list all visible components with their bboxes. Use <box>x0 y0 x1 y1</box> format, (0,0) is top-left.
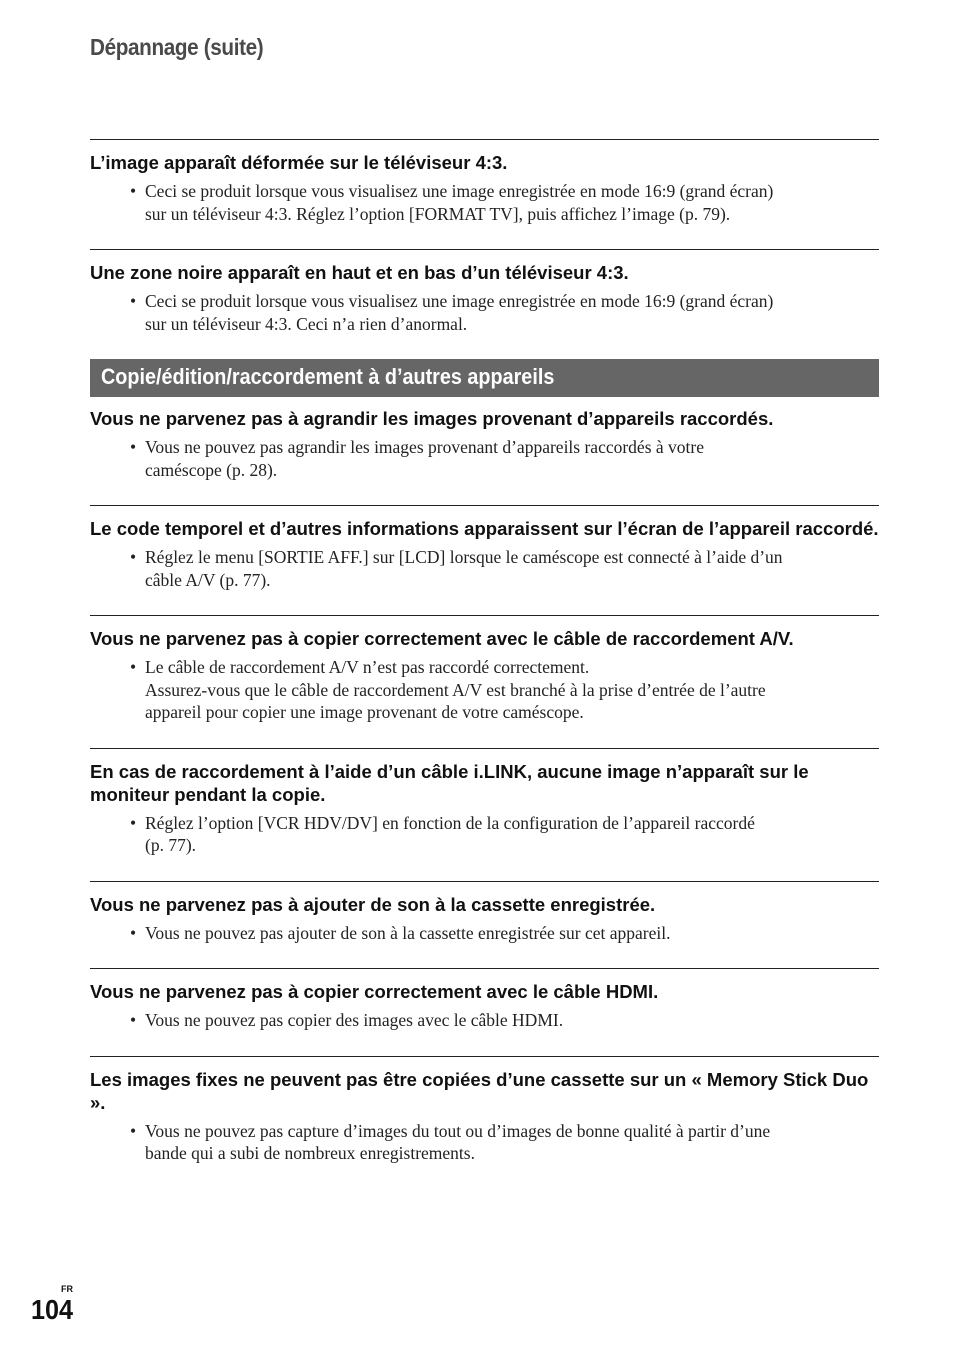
page-header-title: Dépannage (suite) <box>90 34 264 60</box>
troubleshooting-content <box>90 139 879 1165</box>
faq-answer-item <box>90 1120 879 1165</box>
faq-entry <box>90 1056 879 1165</box>
entry-divider <box>90 249 879 250</box>
faq-answer-list <box>90 1120 879 1165</box>
faq-answer-list <box>90 922 879 945</box>
faq-answer-list <box>90 290 879 335</box>
faq-answer-line: • Vous ne pouvez pas copier des images avec le câble HDMI. <box>145 1010 564 1030</box>
faq-answer-line: bande qui a subi de nombreux enregistrements. <box>145 1143 475 1163</box>
faq-answer-line: • Ceci se produit lorsque vous visualisez une image enregistrée en mode 16:9 (grand écran) <box>145 181 774 201</box>
faq-question: Les images fixes ne peuvent pas être copiées d’une cassette sur un « Memory Stick Duo ». <box>90 1068 869 1113</box>
faq-answer-line: caméscope (p. 28). <box>145 459 278 480</box>
faq-answer-line: • Réglez l’option [VCR HDV/DV] en fonction de la configuration de l’appareil raccordé <box>145 812 755 833</box>
faq-answer-item <box>90 546 879 591</box>
entry-divider <box>90 139 879 140</box>
section-heading-band <box>90 359 879 397</box>
faq-entry <box>90 881 879 969</box>
faq-entry <box>90 748 879 881</box>
entries-after-section <box>90 407 879 1165</box>
faq-answer-line: • Réglez le menu [SORTIE AFF.] sur [LCD] lorsque le caméscope est connecté à l’aide d’un <box>145 547 783 567</box>
faq-answer-list <box>90 812 879 857</box>
entries-before-section <box>90 139 879 335</box>
faq-answer-item <box>90 656 879 724</box>
entry-divider <box>90 968 879 969</box>
faq-question: Une zone noire apparaît en haut et en bas d’un téléviseur 4:3. <box>90 262 629 283</box>
page-number: 104 <box>31 1294 74 1325</box>
faq-question: Le code temporel et d’autres informations apparaissent sur l’écran de l’appareil raccordé. <box>90 518 879 539</box>
faq-answer-line: appareil pour copier une image provenant de votre caméscope. <box>145 702 584 722</box>
entry-divider <box>90 881 879 882</box>
faq-question: Vous ne parvenez pas à agrandir les images provenant d’appareils raccordés. <box>90 408 774 429</box>
entry-divider <box>90 615 879 616</box>
faq-answer-line: • Le câble de raccordement A/V n’est pas raccordé correctement. <box>145 657 590 677</box>
entry-divider <box>90 748 879 749</box>
faq-answer-line: sur un téléviseur 4:3. Réglez l’option [FORMAT TV], puis affichez l’image (p. 79). <box>145 203 731 224</box>
faq-entry <box>90 407 879 505</box>
faq-answer-item <box>90 812 879 857</box>
faq-answer-list <box>90 436 879 481</box>
faq-question: Vous ne parvenez pas à copier correctement avec le câble de raccordement A/V. <box>90 628 794 649</box>
faq-answer-line: câble A/V (p. 77). <box>145 569 271 590</box>
faq-question: L’image apparaît déformée sur le téléviseur 4:3. <box>90 152 508 173</box>
entry-divider <box>90 1056 879 1057</box>
faq-question: Vous ne parvenez pas à ajouter de son à la cassette enregistrée. <box>90 893 656 915</box>
faq-answer-line: sur un téléviseur 4:3. Ceci n’a rien d’anormal. <box>145 313 468 334</box>
faq-answer-item <box>90 436 879 481</box>
faq-answer-line: • Vous ne pouvez pas capture d’images du tout ou d’images de bonne qualité à partir d’une <box>145 1120 771 1141</box>
faq-entry <box>90 615 879 748</box>
language-tag: FR <box>61 1284 73 1294</box>
faq-answer-item <box>90 922 879 945</box>
faq-entry <box>90 505 879 615</box>
faq-answer-list <box>90 1009 879 1032</box>
faq-entry <box>90 968 879 1056</box>
faq-answer-line: (p. 77). <box>145 835 197 855</box>
faq-answer-line: • Vous ne pouvez pas ajouter de son à la cassette enregistrée sur cet appareil. <box>145 922 671 943</box>
faq-answer-list <box>90 656 879 724</box>
faq-answer-list <box>90 546 879 591</box>
faq-answer-line: • Ceci se produit lorsque vous visualisez une image enregistrée en mode 16:9 (grand écran) <box>145 291 774 311</box>
faq-answer-list <box>90 180 879 225</box>
section-heading-title: Copie/édition/raccordement à d’autres appareils <box>101 364 555 389</box>
faq-question: En cas de raccordement à l’aide d’un câble i.LINK, aucune image n’apparaît sur le moniteur pendant la copie. <box>90 760 809 805</box>
faq-answer-line: • Vous ne pouvez pas agrandir les images provenant d’appareils raccordés à votre <box>145 437 704 457</box>
faq-answer-item <box>90 1009 879 1032</box>
faq-answer-item <box>90 180 879 225</box>
faq-entry <box>90 139 879 249</box>
faq-entry <box>90 249 879 335</box>
faq-answer-line: Assurez-vous que le câble de raccordement A/V est branché à la prise d’entrée de l’autre <box>145 679 766 700</box>
faq-answer-item <box>90 290 879 335</box>
entry-divider <box>90 505 879 506</box>
faq-question: Vous ne parvenez pas à copier correctement avec le câble HDMI. <box>90 981 659 1002</box>
